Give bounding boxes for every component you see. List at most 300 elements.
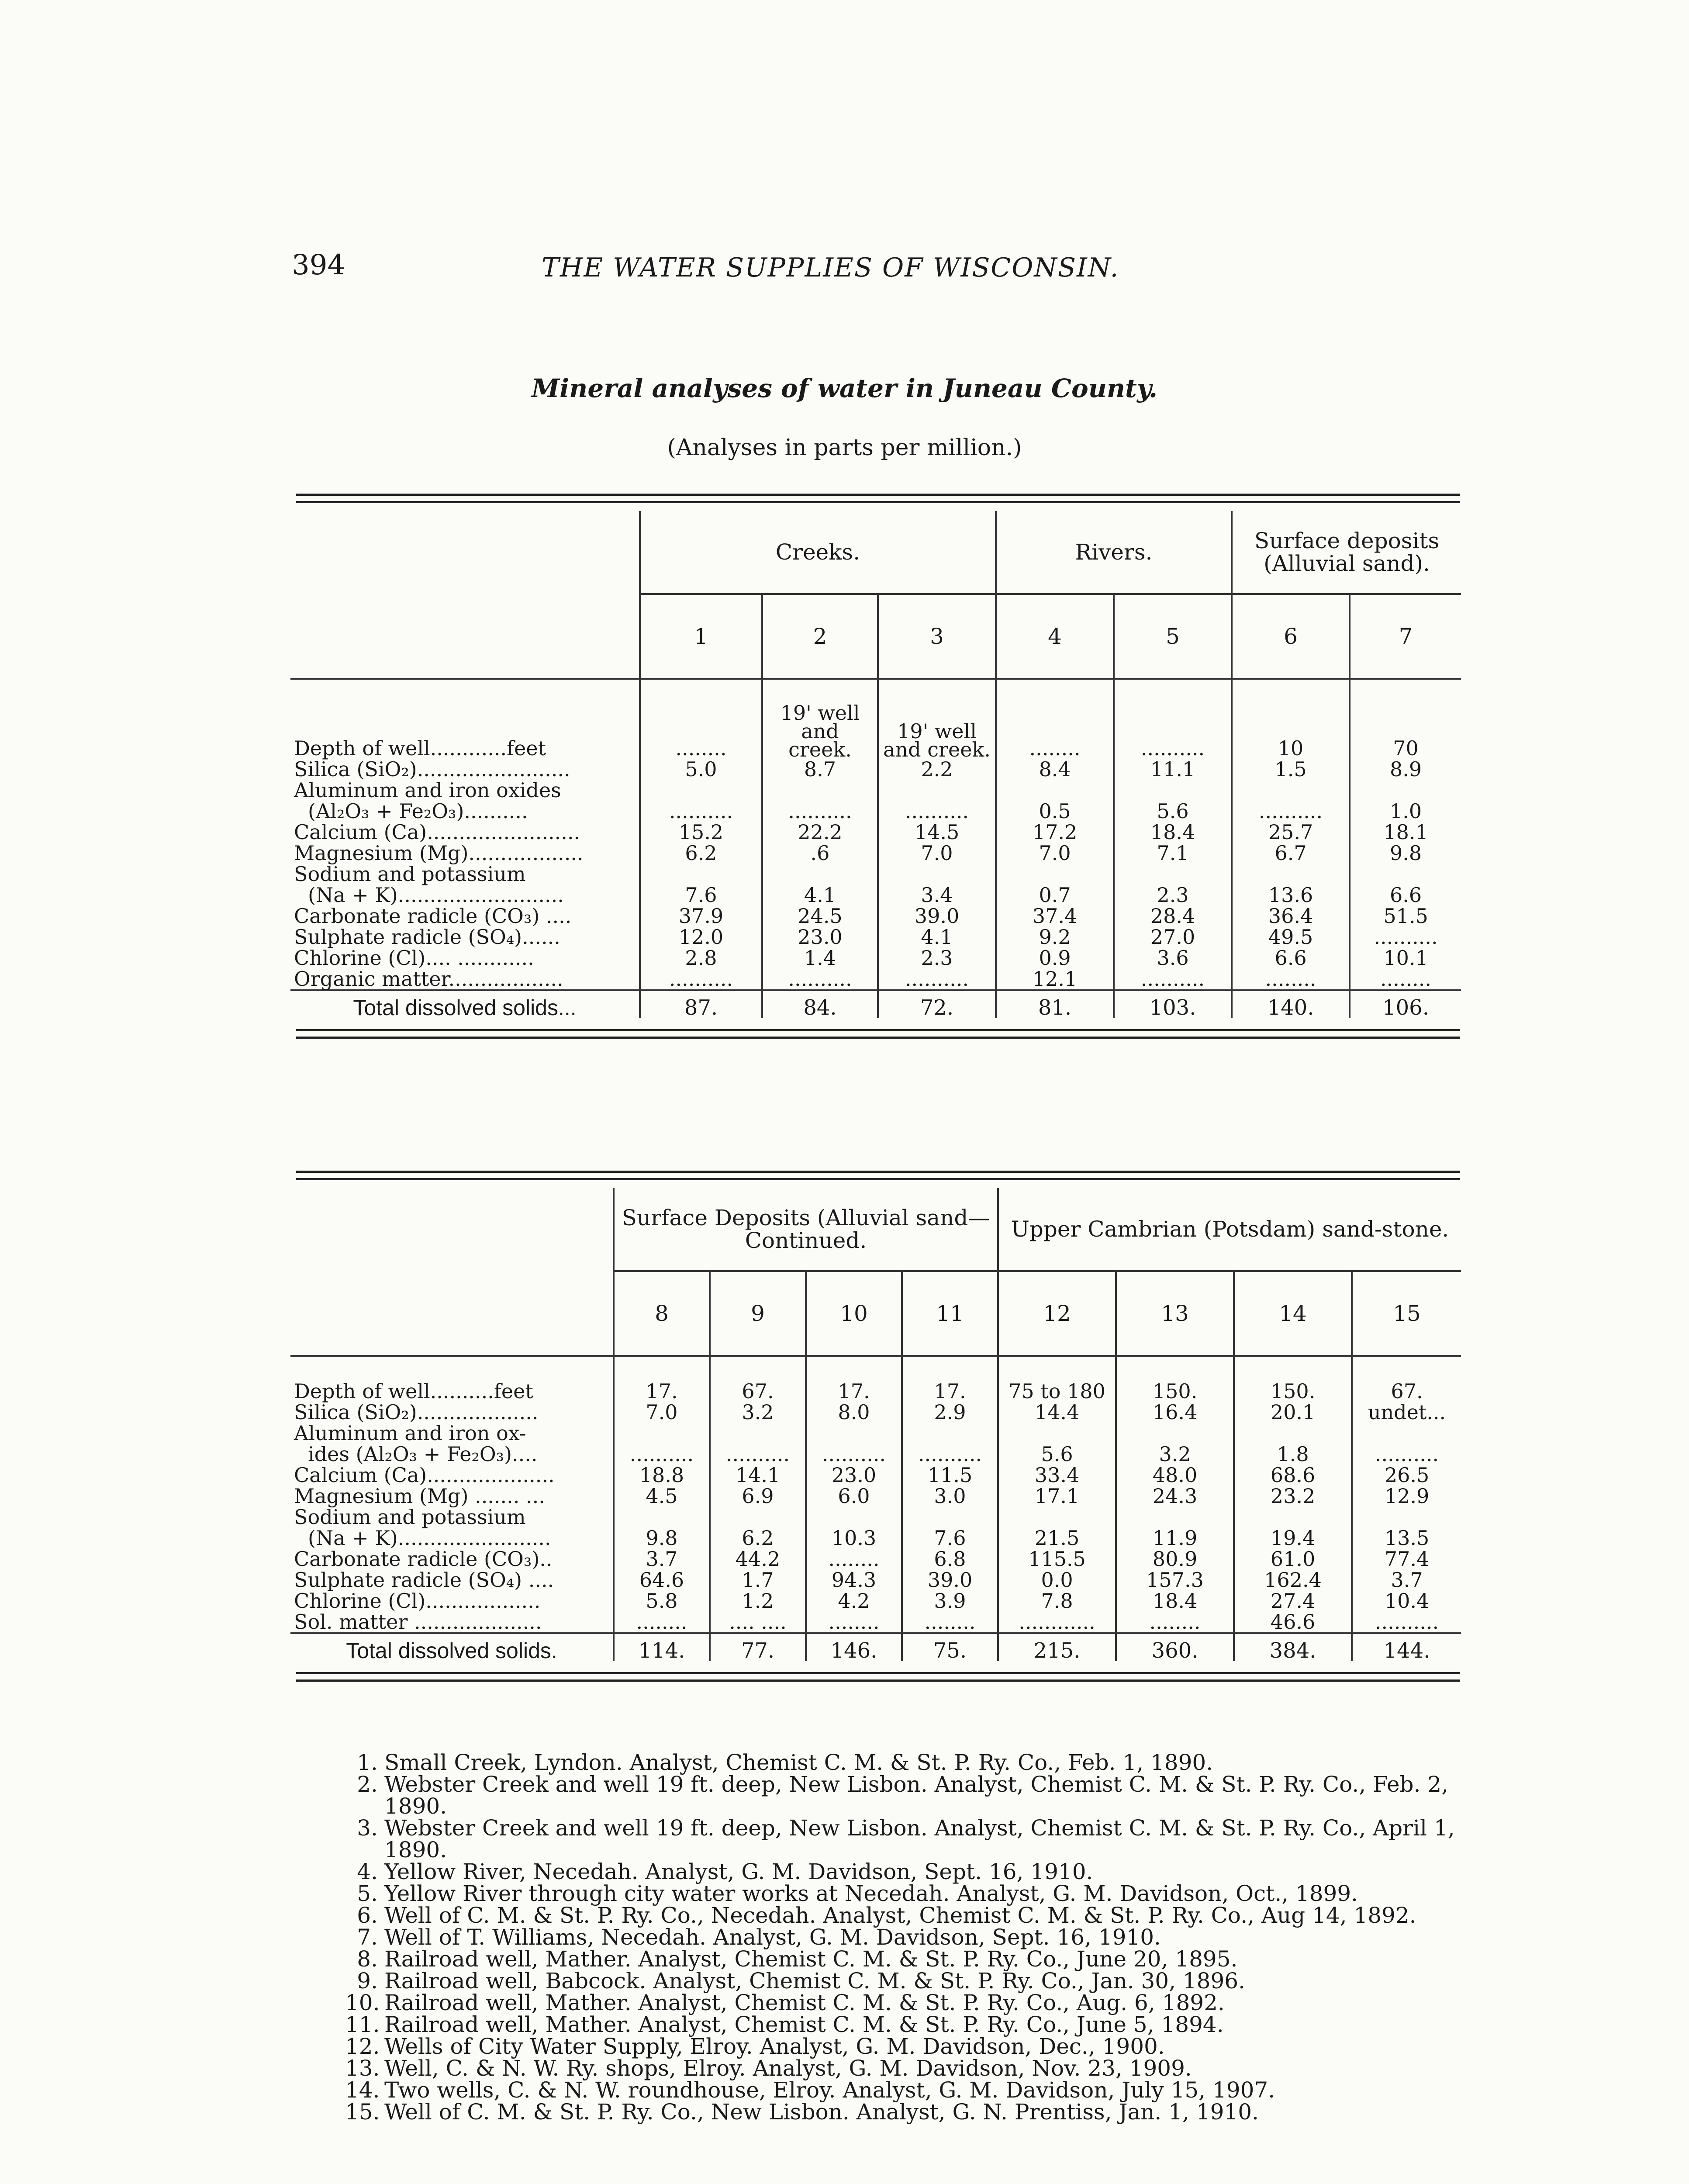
cell-value <box>1234 1507 1352 1527</box>
table1-group-creeks: Creeks. <box>640 511 996 594</box>
cell-value: 18.8 <box>614 1465 710 1486</box>
footnote-number: 13. <box>345 2056 380 2081</box>
cell-value: 17. <box>614 1381 710 1402</box>
table-row <box>290 704 1461 759</box>
cell-value: .......... <box>902 1444 998 1465</box>
table-row <box>290 822 1461 843</box>
cell-value <box>614 1423 710 1444</box>
cell-value: 36.4 <box>1232 905 1350 926</box>
cell-value: 12.9 <box>1352 1486 1461 1507</box>
table-row <box>290 926 1461 947</box>
cell-value: 18.4 <box>1116 1590 1234 1611</box>
cell-value: 70 <box>1350 704 1461 759</box>
total-value: 215. <box>998 1633 1116 1661</box>
cell-value: 1.0 <box>1350 801 1461 822</box>
cell-value: 3.4 <box>878 885 996 905</box>
running-title: THE WATER SUPPLIES OF WISCONSIN. <box>542 252 1119 283</box>
cell-value: 10.4 <box>1352 1590 1461 1611</box>
cell-value: 25.7 <box>1232 822 1350 843</box>
cell-value: 16.4 <box>1116 1402 1234 1423</box>
cell-value: 1.4 <box>762 947 878 968</box>
cell-value: 8.7 <box>762 759 878 780</box>
total-label: Total dissolved solids... <box>290 990 640 1018</box>
cell-value <box>998 1507 1116 1527</box>
row-label: Aluminum and iron oxides <box>294 778 561 802</box>
cell-value: 24.5 <box>762 905 878 926</box>
footnote <box>345 1773 1463 1817</box>
cell-value: 0.9 <box>996 947 1114 968</box>
table-row <box>290 801 1461 822</box>
cell-value: 20.1 <box>1234 1402 1352 1423</box>
cell-value: 23.0 <box>806 1465 902 1486</box>
row-label: Sol. matter .................... <box>294 1610 542 1634</box>
row-label: Chlorine (Cl).................. <box>294 1589 541 1613</box>
cell-value: 49.5 <box>1232 926 1350 947</box>
cell-value: 39.0 <box>902 1569 998 1590</box>
cell-value: 61.0 <box>1234 1548 1352 1569</box>
cell-value: 37.9 <box>640 905 762 926</box>
cell-value: ........ <box>1350 968 1461 990</box>
cell-value: 24.3 <box>1116 1486 1234 1507</box>
footnote-text: Two wells, C. & N. W. roundhouse, Elroy. Analyst, G. M. Davidson, July 15, 1907. <box>384 2077 1275 2103</box>
footnote-text: Railroad well, Mather. Analyst, Chemist C. M. & St. P. Ry. Co., June 5, 1894. <box>384 2012 1224 2037</box>
footnote-text: Railroad well, Mather. Analyst, Chemist C. M. & St. P. Ry. Co., Aug. 6, 1892. <box>384 1990 1225 2015</box>
cell-value: 77.4 <box>1352 1548 1461 1569</box>
cell-value: 1.2 <box>710 1590 806 1611</box>
total-value: 103. <box>1114 990 1232 1018</box>
cell-value: 17.1 <box>998 1486 1116 1507</box>
row-label: Carbonate radicle (CO₃) .... <box>294 904 572 928</box>
footnote-number: 15. <box>345 2099 380 2125</box>
cell-value: .......... <box>1352 1444 1461 1465</box>
table-row <box>290 1465 1461 1486</box>
cell-value <box>1352 1507 1461 1527</box>
cell-value: 115.5 <box>998 1548 1116 1569</box>
cell-value <box>1114 780 1232 801</box>
cell-value: 7.6 <box>902 1527 998 1548</box>
cell-value: 22.2 <box>762 822 878 843</box>
footnote-number: 3. <box>357 1815 378 1841</box>
footnote-text: Well of C. M. & St. P. Ry. Co., New Lisbon. Analyst, G. N. Prentiss, Jan. 1, 1910. <box>384 2099 1259 2125</box>
cell-value: 67. <box>710 1381 806 1402</box>
cell-value: 1.8 <box>1234 1444 1352 1465</box>
cell-value: .......... <box>640 801 762 822</box>
footnote <box>345 1752 1463 1773</box>
footnote-text: Yellow River, Necedah. Analyst, G. M. Davidson, Sept. 16, 1910. <box>384 1859 1093 1884</box>
row-label: Organic matter.................. <box>294 967 563 991</box>
footnote-number: 5. <box>357 1881 378 1906</box>
row-label: Sulphate radicle (SO₄)...... <box>294 925 560 949</box>
cell-value <box>710 1423 806 1444</box>
footnotes <box>345 1752 1463 2123</box>
table1-bottom-rule <box>296 1029 1460 1039</box>
cell-value <box>996 864 1114 885</box>
table-row <box>290 1611 1461 1633</box>
cell-value: ........ <box>902 1611 998 1633</box>
cell-value: 37.4 <box>996 905 1114 926</box>
cell-value: ........ <box>640 704 762 759</box>
cell-value: 7.1 <box>1114 843 1232 864</box>
table2-column-number: 15 <box>1352 1271 1461 1356</box>
cell-value: 2.9 <box>902 1402 998 1423</box>
cell-value: 14.4 <box>998 1402 1116 1423</box>
cell-value: 3.0 <box>902 1486 998 1507</box>
row-label: Depth of well..........feet <box>294 1379 533 1403</box>
row-label: Sodium and potassium <box>294 862 526 886</box>
cell-value: .......... <box>1114 704 1232 759</box>
cell-value: 13.6 <box>1232 885 1350 905</box>
cell-value: 19' well and creek. <box>878 704 996 759</box>
row-label: Aluminum and iron ox- <box>294 1421 526 1445</box>
cell-value: 6.2 <box>640 843 762 864</box>
cell-value: 150. <box>1116 1381 1234 1402</box>
footnote-number: 8. <box>357 1946 378 1972</box>
cell-value: ........ <box>614 1611 710 1633</box>
footnote <box>345 1883 1463 1904</box>
table2 <box>290 1188 1461 1661</box>
table-row <box>290 1569 1461 1590</box>
cell-value: .......... <box>806 1444 902 1465</box>
table-row <box>290 1423 1461 1444</box>
table-caption: Mineral analyses of water in Juneau County. <box>531 373 1158 403</box>
cell-value: 64.6 <box>614 1569 710 1590</box>
cell-value: 27.0 <box>1114 926 1232 947</box>
cell-value: 17. <box>806 1381 902 1402</box>
cell-value: 7.8 <box>998 1590 1116 1611</box>
footnote-number: 4. <box>357 1859 378 1884</box>
cell-value: 17.2 <box>996 822 1114 843</box>
cell-value: undet... <box>1352 1402 1461 1423</box>
footnote-number: 6. <box>357 1903 378 1928</box>
row-label: (Na + K)........................ <box>308 1526 551 1550</box>
cell-value <box>998 1423 1116 1444</box>
table1-column-number: 5 <box>1114 594 1232 679</box>
table1-column-number: 6 <box>1232 594 1350 679</box>
total-row <box>290 1633 1461 1661</box>
cell-value <box>1234 1423 1352 1444</box>
cell-value: 11.1 <box>1114 759 1232 780</box>
row-label: Magnesium (Mg) ....... ... <box>294 1484 545 1508</box>
cell-value: 6.2 <box>710 1527 806 1548</box>
footnote-number: 2. <box>357 1772 378 1797</box>
table-row <box>290 759 1461 780</box>
cell-value: 15.2 <box>640 822 762 843</box>
cell-value: 2.3 <box>1114 885 1232 905</box>
footnote <box>345 2101 1463 2123</box>
table-row <box>290 1381 1461 1402</box>
cell-value: 4.2 <box>806 1590 902 1611</box>
cell-value: 10.3 <box>806 1527 902 1548</box>
footnote-text: Well of C. M. & St. P. Ry. Co., Necedah. Analyst, Chemist C. M. & St. P. Ry. Co., Aug 14, 1892. <box>384 1903 1416 1928</box>
footnote <box>345 2014 1463 2035</box>
cell-value: .......... <box>878 968 996 990</box>
table-row <box>290 843 1461 864</box>
cell-value: 67. <box>1352 1381 1461 1402</box>
cell-value: 3.2 <box>710 1402 806 1423</box>
row-label: Magnesium (Mg).................. <box>294 841 584 865</box>
cell-value: ........ <box>806 1611 902 1633</box>
footnote-text: Webster Creek and well 19 ft. deep, New Lisbon. Analyst, Chemist C. M. & St. P. Ry. Co., April 1, 1890. <box>384 1815 1455 1863</box>
total-value: 81. <box>996 990 1114 1018</box>
footnote-text: Railroad well, Babcock. Analyst, Chemist C. M. & St. P. Ry. Co., Jan. 30, 1896. <box>384 1968 1245 1994</box>
cell-value: 7.0 <box>878 843 996 864</box>
cell-value <box>1350 780 1461 801</box>
table-subcaption: (Analyses in parts per million.) <box>667 435 1022 461</box>
cell-value: 5.6 <box>1114 801 1232 822</box>
footnote-text: Webster Creek and well 19 ft. deep, New Lisbon. Analyst, Chemist C. M. & St. P. Ry. Co., Feb. 2, 1890. <box>384 1772 1449 1819</box>
cell-value: .... .... <box>710 1611 806 1633</box>
footnote <box>345 1948 1463 1970</box>
cell-value <box>1232 780 1350 801</box>
footnote-text: Wells of City Water Supply, Elroy. Analyst, G. M. Davidson, Dec., 1900. <box>384 2034 1165 2059</box>
cell-value: .......... <box>1352 1611 1461 1633</box>
cell-value <box>1114 864 1232 885</box>
cell-value <box>1232 864 1350 885</box>
cell-value: 1.7 <box>710 1569 806 1590</box>
cell-value: 18.1 <box>1350 822 1461 843</box>
row-label: (Al₂O₃ + Fe₂O₃).......... <box>308 799 528 823</box>
footnote <box>345 2079 1463 2101</box>
table2-group-surface-continued: Surface Deposits (Alluvial sand—Continued. <box>614 1188 998 1271</box>
cell-value: .......... <box>1232 801 1350 822</box>
cell-value: 3.2 <box>1116 1444 1234 1465</box>
cell-value: 10 <box>1232 704 1350 759</box>
table1-top-rule <box>296 494 1460 503</box>
table2-group-upper-cambrian: Upper Cambrian (Potsdam) sand-stone. <box>998 1188 1461 1271</box>
footnote <box>345 1970 1463 1992</box>
cell-value: 23.2 <box>1234 1486 1352 1507</box>
table2-column-number: 13 <box>1116 1271 1234 1356</box>
cell-value: 3.9 <box>902 1590 998 1611</box>
cell-value: 21.5 <box>998 1527 1116 1548</box>
footnote-text: Small Creek, Lyndon. Analyst, Chemist C. M. & St. P. Ry. Co., Feb. 1, 1890. <box>384 1750 1213 1775</box>
row-label: Sodium and potassium <box>294 1505 526 1529</box>
footnote-text: Yellow River through city water works at Necedah. Analyst, G. M. Davidson, Oct., 1899. <box>384 1881 1358 1906</box>
cell-value: 5.6 <box>998 1444 1116 1465</box>
cell-value: 11.5 <box>902 1465 998 1486</box>
cell-value <box>1116 1423 1234 1444</box>
cell-value: 2.2 <box>878 759 996 780</box>
cell-value: 0.7 <box>996 885 1114 905</box>
table-row <box>290 1486 1461 1507</box>
total-value: 106. <box>1350 990 1461 1018</box>
table1-group-rivers: Rivers. <box>996 511 1232 594</box>
cell-value: 44.2 <box>710 1548 806 1569</box>
cell-value: 39.0 <box>878 905 996 926</box>
table-row <box>290 1402 1461 1423</box>
footnote-number: 14. <box>345 2077 380 2103</box>
table-row <box>290 1507 1461 1527</box>
table2-column-number: 8 <box>614 1271 710 1356</box>
table2-bottom-rule <box>296 1672 1460 1682</box>
cell-value: 11.9 <box>1116 1527 1234 1548</box>
cell-value: 7.0 <box>996 843 1114 864</box>
cell-value: 6.9 <box>710 1486 806 1507</box>
cell-value <box>710 1507 806 1527</box>
cell-value: 0.5 <box>996 801 1114 822</box>
cell-value: ........ <box>996 704 1114 759</box>
cell-value: 68.6 <box>1234 1465 1352 1486</box>
cell-value <box>640 864 762 885</box>
table-row <box>290 885 1461 905</box>
total-value: 72. <box>878 990 996 1018</box>
table1-group-surface: Surface deposits (Alluvial sand). <box>1232 511 1461 594</box>
cell-value: 1.5 <box>1232 759 1350 780</box>
cell-value: 14.1 <box>710 1465 806 1486</box>
table2-column-number: 14 <box>1234 1271 1352 1356</box>
page-number: 394 <box>292 249 345 281</box>
footnote <box>345 1926 1463 1948</box>
cell-value: .......... <box>878 801 996 822</box>
cell-value: 23.0 <box>762 926 878 947</box>
total-value: 140. <box>1232 990 1350 1018</box>
table-row <box>290 905 1461 926</box>
footnote <box>345 1904 1463 1926</box>
table2-column-number: 11 <box>902 1271 998 1356</box>
table1-column-number: 3 <box>878 594 996 679</box>
row-label: Chlorine (Cl).... ............ <box>294 946 534 970</box>
cell-value: 12.1 <box>996 968 1114 990</box>
cell-value: .......... <box>762 968 878 990</box>
cell-value: 18.4 <box>1114 822 1232 843</box>
total-value: 146. <box>806 1633 902 1661</box>
cell-value: 17. <box>902 1381 998 1402</box>
table-row <box>290 780 1461 801</box>
cell-value <box>878 780 996 801</box>
cell-value: .......... <box>1114 968 1232 990</box>
footnote <box>345 1992 1463 2014</box>
cell-value: ........ <box>1116 1611 1234 1633</box>
cell-value: 13.5 <box>1352 1527 1461 1548</box>
total-value: 384. <box>1234 1633 1352 1661</box>
cell-value: 9.8 <box>1350 843 1461 864</box>
table-row <box>290 968 1461 990</box>
cell-value: 8.9 <box>1350 759 1461 780</box>
cell-value: 2.8 <box>640 947 762 968</box>
cell-value <box>640 780 762 801</box>
cell-value: 3.7 <box>614 1548 710 1569</box>
cell-value: .......... <box>1350 926 1461 947</box>
cell-value: 6.8 <box>902 1548 998 1569</box>
cell-value: ............ <box>998 1611 1116 1633</box>
cell-value: 27.4 <box>1234 1590 1352 1611</box>
cell-value: 80.9 <box>1116 1548 1234 1569</box>
cell-value: 46.6 <box>1234 1611 1352 1633</box>
table1 <box>290 511 1461 1018</box>
table2-column-number: 9 <box>710 1271 806 1356</box>
cell-value: 157.3 <box>1116 1569 1234 1590</box>
cell-value <box>1116 1507 1234 1527</box>
table-row <box>290 1444 1461 1465</box>
cell-value: 75 to 180 <box>998 1381 1116 1402</box>
footnote-text: Well of T. Williams, Necedah. Analyst, G. M. Davidson, Sept. 16, 1910. <box>384 1925 1161 1950</box>
footnote <box>345 1817 1463 1861</box>
row-label: ides (Al₂O₃ + Fe₂O₃).... <box>308 1442 538 1466</box>
total-value: 114. <box>614 1633 710 1661</box>
table1-column-number: 7 <box>1350 594 1461 679</box>
cell-value: .......... <box>710 1444 806 1465</box>
total-value: 87. <box>640 990 762 1018</box>
cell-value <box>614 1507 710 1527</box>
cell-value: 8.0 <box>806 1402 902 1423</box>
cell-value: 3.6 <box>1114 947 1232 968</box>
total-value: 360. <box>1116 1633 1234 1661</box>
cell-value: 14.5 <box>878 822 996 843</box>
cell-value: 33.4 <box>998 1465 1116 1486</box>
table1-column-number: 1 <box>640 594 762 679</box>
cell-value: 7.0 <box>614 1402 710 1423</box>
footnote-number: 12. <box>345 2034 380 2059</box>
cell-value: 19' well and creek. <box>762 704 878 759</box>
footnote-number: 10. <box>345 1990 380 2015</box>
footnote <box>345 2035 1463 2057</box>
cell-value <box>1352 1423 1461 1444</box>
cell-value: 28.4 <box>1114 905 1232 926</box>
table-row <box>290 864 1461 885</box>
cell-value: 10.1 <box>1350 947 1461 968</box>
total-value: 75. <box>902 1633 998 1661</box>
row-label: Calcium (Ca)........................ <box>294 820 580 844</box>
cell-value <box>902 1507 998 1527</box>
cell-value: 0.0 <box>998 1569 1116 1590</box>
row-label: Depth of well............feet <box>294 736 546 760</box>
table2-column-number: 10 <box>806 1271 902 1356</box>
cell-value: 8.4 <box>996 759 1114 780</box>
cell-value: 5.0 <box>640 759 762 780</box>
cell-value: 162.4 <box>1234 1569 1352 1590</box>
footnote-number: 9. <box>357 1968 378 1994</box>
footnote-text: Railroad well, Mather. Analyst, Chemist C. M. & St. P. Ry. Co., June 20, 1895. <box>384 1946 1238 1972</box>
row-label: Silica (SiO₂)........................ <box>294 757 570 781</box>
total-label: Total dissolved solids. <box>290 1633 614 1661</box>
cell-value <box>806 1507 902 1527</box>
cell-value: .6 <box>762 843 878 864</box>
cell-value: .......... <box>614 1444 710 1465</box>
cell-value: 5.8 <box>614 1590 710 1611</box>
row-label: Carbonate radicle (CO₃).. <box>294 1547 553 1571</box>
table-row <box>290 1527 1461 1548</box>
table1-column-number: 4 <box>996 594 1114 679</box>
cell-value <box>902 1423 998 1444</box>
cell-value <box>806 1423 902 1444</box>
row-label: Calcium (Ca).................... <box>294 1463 555 1487</box>
cell-value <box>1350 864 1461 885</box>
cell-value: 51.5 <box>1350 905 1461 926</box>
cell-value <box>762 780 878 801</box>
cell-value: ........ <box>1232 968 1350 990</box>
total-value: 144. <box>1352 1633 1461 1661</box>
table2-top-rule <box>296 1171 1460 1180</box>
table-row <box>290 947 1461 968</box>
cell-value: 6.6 <box>1232 947 1350 968</box>
cell-value: 6.0 <box>806 1486 902 1507</box>
footnote-number: 7. <box>357 1925 378 1950</box>
cell-value <box>996 780 1114 801</box>
footnote-text: Well, C. & N. W. Ry. shops, Elroy. Analyst, G. M. Davidson, Nov. 23, 1909. <box>384 2056 1192 2081</box>
cell-value: 9.2 <box>996 926 1114 947</box>
cell-value: .......... <box>762 801 878 822</box>
table1-column-number: 2 <box>762 594 878 679</box>
cell-value: 19.4 <box>1234 1527 1352 1548</box>
row-label: Sulphate radicle (SO₄) .... <box>294 1568 554 1592</box>
total-value: 77. <box>710 1633 806 1661</box>
cell-value: 6.6 <box>1350 885 1461 905</box>
cell-value: 7.6 <box>640 885 762 905</box>
footnote <box>345 2057 1463 2079</box>
footnote <box>345 1861 1463 1883</box>
cell-value <box>762 864 878 885</box>
cell-value: 26.5 <box>1352 1465 1461 1486</box>
